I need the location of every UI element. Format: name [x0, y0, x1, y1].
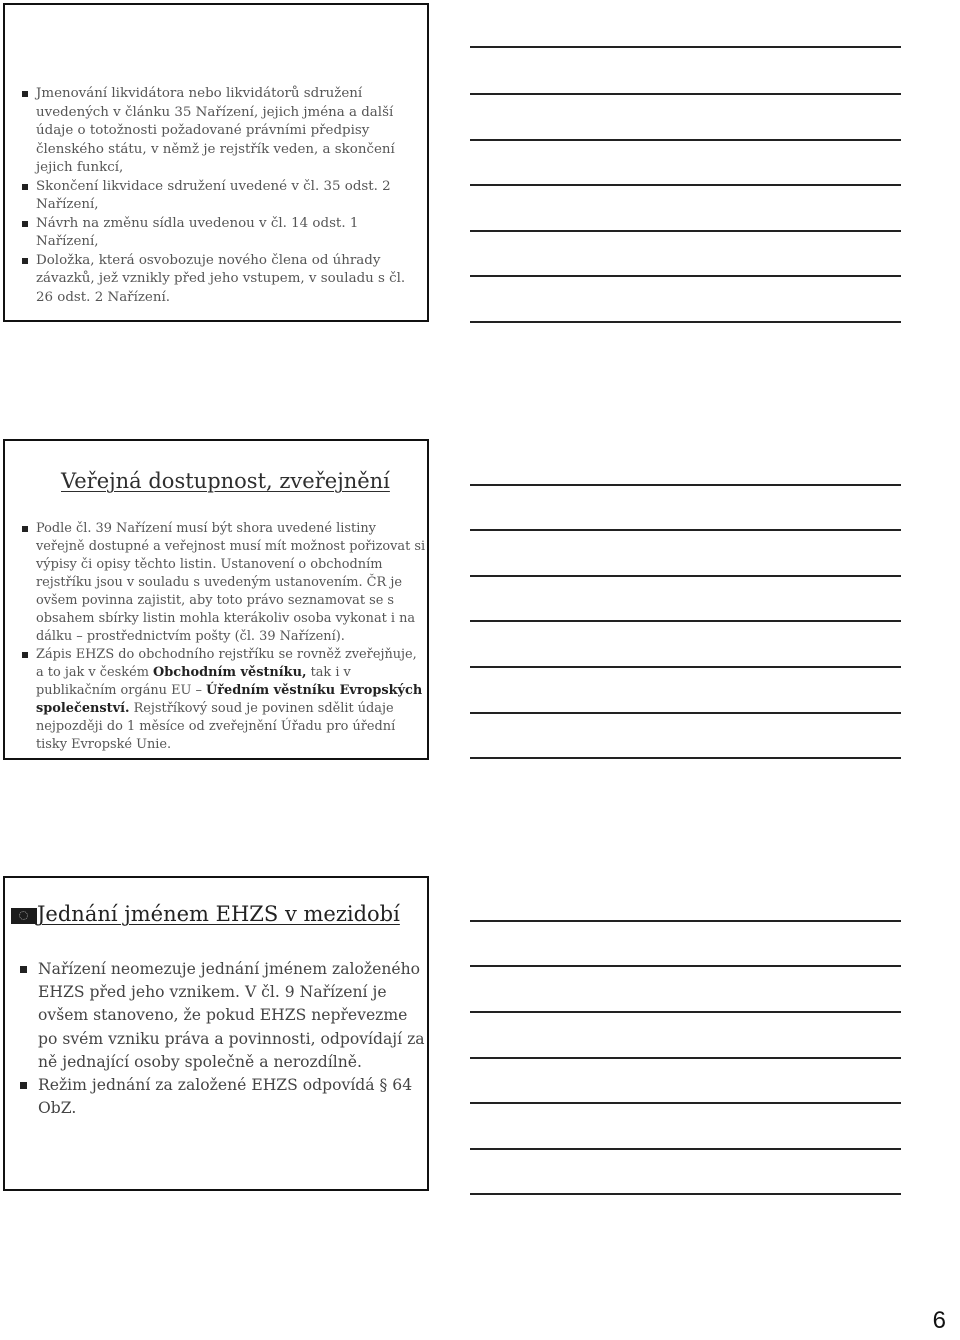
note-line	[470, 620, 901, 622]
list-item: Návrh na změnu sídla uvedenou v čl. 14 odst. 1 Nařízení,	[22, 215, 424, 252]
list-item	[22, 646, 428, 754]
item-text: Zápis EHZS do obchodního rejstříku se rovněž zveřejňuje, a to jak v českém	[36, 647, 417, 680]
note-line	[470, 529, 901, 531]
note-line	[470, 1011, 901, 1013]
list-item: Podle čl. 39 Nařízení musí být shora uvedené listiny veřejně dostupné a veřejnost musí mít možnost pořizovat si výpisy či opisy těchto listin. Ustanovení o obchodním rejstříku jsou v souladu s uvedeným ustanovením. ČR je ovšem povinna zajistit, aby toto právo seznamovat se s obsahem sbírky listin mohla kterákoliv osoba vykonat i na dálku – prostřednictvím pošty (čl. 39 Nařízení).	[22, 520, 428, 646]
note-line	[470, 712, 901, 714]
slide-1-bullet-list	[22, 85, 424, 307]
item-bold-text: Obchodním věstníku,	[153, 665, 307, 680]
note-line	[470, 46, 901, 48]
note-line	[470, 757, 901, 759]
note-line	[470, 965, 901, 967]
list-item: Režim jednání za založené EHZS odpovídá § 64 ObZ.	[20, 1074, 426, 1120]
note-line	[470, 230, 901, 232]
note-line	[470, 275, 901, 277]
slide-1	[3, 3, 429, 322]
eu-flag-icon	[11, 908, 37, 924]
note-line	[470, 1193, 901, 1195]
note-line	[470, 139, 901, 141]
list-item: Nařízení neomezuje jednání jménem založeného EHZS před jeho vznikem. V čl. 9 Nařízení je ovšem stanoveno, že pokud EHZS nepřevezme po svém vzniku práva a povinnosti, odpovídají za ně jednající osoby společně a nerozdílně.	[20, 958, 426, 1074]
list-item: Doložka, která osvobozuje nového člena od úhrady závazků, jež vznikly před jeho vstupem, v souladu s čl. 26 odst. 2 Nařízení.	[22, 252, 424, 308]
page-number: 6	[932, 1307, 946, 1334]
note-line	[470, 484, 901, 486]
slide-title: Veřejná dostupnost, zveřejnění	[61, 469, 390, 493]
slide-2	[3, 439, 429, 760]
slide-3	[3, 876, 429, 1191]
note-line	[470, 1148, 901, 1150]
item-text: tak i v publikačním orgánu EU –	[36, 665, 351, 698]
note-line	[470, 1057, 901, 1059]
note-line	[470, 184, 901, 186]
note-line	[470, 666, 901, 668]
list-item: Jmenování likvidátora nebo likvidátorů sdružení uvedených v článku 35 Nařízení, jejich jména a další údaje o totožnosti požadované právními předpisy členského státu, v němž je rejstřík veden, a skončení jejich funkcí,	[22, 85, 424, 178]
note-line	[470, 321, 901, 323]
item-bold-text: Úředním věstníku Evropských společenství.	[36, 683, 423, 716]
item-text: Rejstříkový soud je povinen sdělit údaje nejpozději do 1 měsíce od zveřejnění Úřadu pro úřední tisky Evropské Unie.	[36, 701, 396, 752]
note-line	[470, 1102, 901, 1104]
slide-2-bullet-list	[22, 520, 428, 754]
list-item: Skončení likvidace sdružení uvedené v čl. 35 odst. 2 Nařízení,	[22, 178, 424, 215]
note-line	[470, 93, 901, 95]
note-line	[470, 920, 901, 922]
note-line	[470, 575, 901, 577]
slide-3-bullet-list	[20, 958, 426, 1120]
slide-title: Jednání jménem EHZS v mezidobí	[37, 902, 400, 926]
